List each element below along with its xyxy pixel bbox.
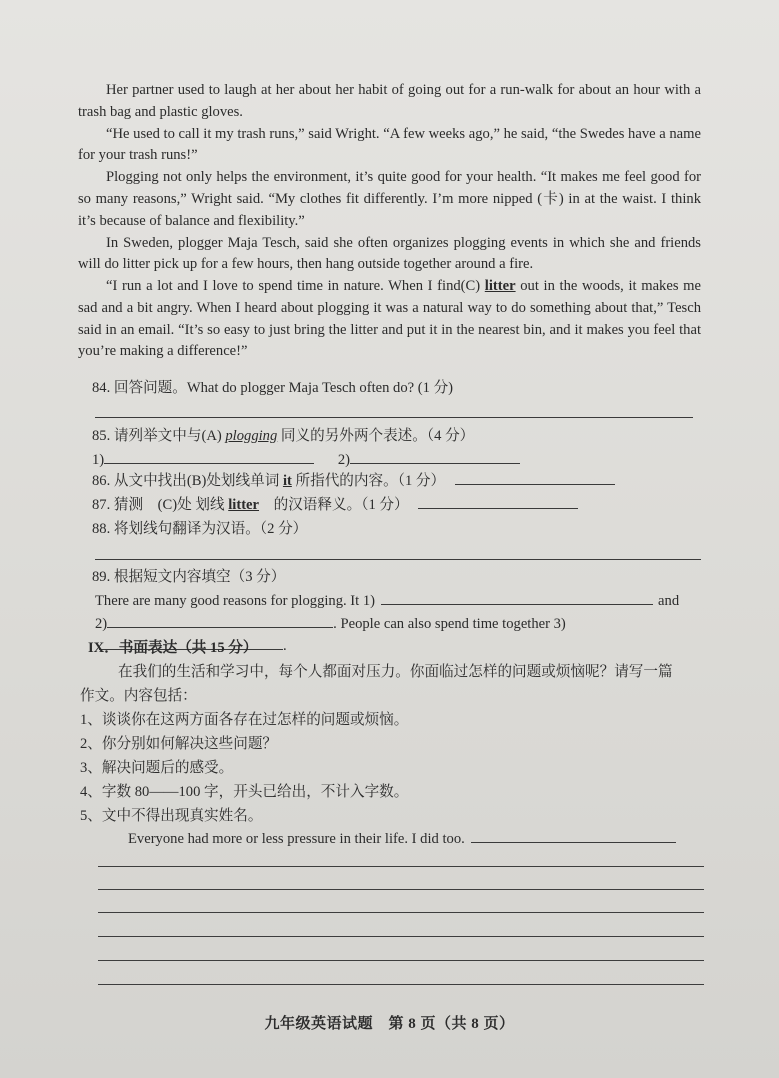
answer-line-86[interactable] bbox=[455, 470, 615, 485]
question-85-prefix: 85. 请列举文中与(A) bbox=[92, 428, 226, 444]
question-84 bbox=[92, 377, 704, 399]
answer-line-87[interactable] bbox=[418, 494, 578, 509]
answer-line-85-1[interactable] bbox=[104, 449, 314, 464]
passage-paragraph-3: Plogging not only helps the environment, it’s quite good for your health. “It makes me feel good for so many reasons,” Wright said. “My clothes fit differently. I’m more nipped (卡) in at the waist. I think it’s because of balance and flexibility.” bbox=[78, 169, 701, 229]
essay-line-0[interactable] bbox=[471, 828, 676, 843]
blank-label-1: 1) bbox=[92, 452, 105, 468]
underlined-word-plogging: plogging bbox=[225, 428, 278, 444]
requirement-item-5: 5、文中不得出现真实姓名。 bbox=[80, 808, 263, 824]
essay-line-5[interactable] bbox=[98, 960, 704, 961]
blank-label-2: 2) bbox=[337, 452, 350, 468]
requirement-item-3: 3、解决问题后的感受。 bbox=[80, 760, 234, 776]
underlined-word-litter: litter bbox=[484, 278, 516, 295]
essay-line-2[interactable] bbox=[98, 889, 704, 890]
answer-line-85-2[interactable] bbox=[350, 449, 520, 464]
passage-paragraph-5 bbox=[78, 276, 701, 362]
requirement-item-2: 2、你分别如何解决这些问题？ bbox=[80, 736, 278, 752]
underlined-word-litter-q87: litter bbox=[228, 497, 260, 513]
question-87-suffix: 的汉语释义。（1 分） bbox=[259, 497, 409, 513]
passage-paragraph-4: In Sweden, plogger Maja Tesch, said she often organizes plogging events in which she and friends will do litter pick up for a few hours, then hang outside together around a fire. bbox=[78, 234, 701, 273]
section-9-intro-2: 作文。内容包括： bbox=[80, 688, 197, 704]
answer-line-88[interactable] bbox=[95, 559, 701, 560]
question-86-suffix: 所指代的内容。（1 分） bbox=[291, 473, 446, 489]
question-84-text: 84. 回答问题。What do plogger Maja Tesch often do? (1 分) bbox=[92, 380, 454, 396]
answer-line-84[interactable] bbox=[95, 417, 693, 418]
passage-paragraph-1: Her partner used to laugh at her about her habit of going out for a run-walk for about an hour with a trash bag and plastic gloves. bbox=[78, 82, 701, 120]
essay-line-1[interactable] bbox=[98, 866, 704, 867]
section-9-title: IX．书面表达（共 15 分） bbox=[88, 640, 258, 656]
passage-p5-start: “I run a lot and I love to spend time in nature. When I find(C) bbox=[106, 278, 485, 295]
requirement-item-4: 4、字数 80——100 字，开头已给出，不计入字数。 bbox=[80, 784, 409, 800]
section-9-intro-1: 在我们的生活和学习中，每个人都面对压力。你面临过怎样的问题或烦恼呢？请写一篇 bbox=[118, 664, 673, 680]
essay-line-6[interactable] bbox=[98, 984, 704, 985]
essay-starter-text: Everyone had more or less pressure in their life. I did too. bbox=[128, 831, 465, 847]
passage-paragraph-2: “He used to call it my trash runs,” said Wright. “A few weeks ago,” he said, “the Swedes have a name for your trash runs!” bbox=[78, 125, 701, 164]
question-87 bbox=[92, 494, 704, 516]
underlined-word-it: it bbox=[282, 473, 292, 489]
question-88-text: 88. 将划线句翻译为汉语。（2 分） bbox=[92, 521, 308, 537]
page-footer: 九年级英语试题 第 8 页（共 8 页） bbox=[264, 1016, 515, 1032]
question-85-text bbox=[92, 425, 704, 447]
question-89-sentence-1: There are many good reasons for plogging. It 1) bbox=[95, 593, 376, 609]
passage-p5-end: out in the woods, it makes me sad and a bit angry. When I heard about plogging it was a natural way to do something about that,” Tesch said in an email. “It’s so easy to just bring the litter and put it in the nearest bin, and it makes you feel that you’re making a difference!” bbox=[78, 278, 701, 360]
answer-line-89-2[interactable] bbox=[107, 613, 333, 628]
question-89-label-2: 2) bbox=[95, 616, 108, 632]
question-85 bbox=[92, 425, 704, 471]
question-89-sentence-2: . People can also spend time together 3) bbox=[333, 616, 566, 632]
question-87-prefix: 87. 猜测 (C)处 划线 bbox=[92, 497, 229, 513]
essay-line-3[interactable] bbox=[98, 912, 704, 913]
essay-starter-line bbox=[128, 828, 708, 850]
question-88 bbox=[92, 518, 704, 540]
question-89-line-1 bbox=[95, 590, 707, 612]
essay-line-4[interactable] bbox=[98, 936, 704, 937]
question-89-title: 89. 根据短文内容填空（3 分） bbox=[92, 569, 286, 585]
question-89-period: . bbox=[283, 638, 287, 654]
reading-passage bbox=[78, 80, 701, 363]
requirement-item-1: 1、谈谈你在这两方面各存在过怎样的问题或烦恼。 bbox=[80, 712, 409, 728]
section-9-requirements bbox=[80, 708, 700, 828]
question-89-and: and bbox=[658, 593, 680, 609]
answer-line-89-1[interactable] bbox=[381, 590, 653, 605]
question-85-blanks bbox=[92, 449, 704, 471]
question-89 bbox=[92, 566, 704, 588]
question-85-suffix: 同义的另外两个表述。（4 分） bbox=[277, 428, 475, 444]
question-86-prefix: 86. 从文中找出(B)处划线单词 bbox=[92, 473, 283, 489]
question-86 bbox=[92, 470, 704, 492]
